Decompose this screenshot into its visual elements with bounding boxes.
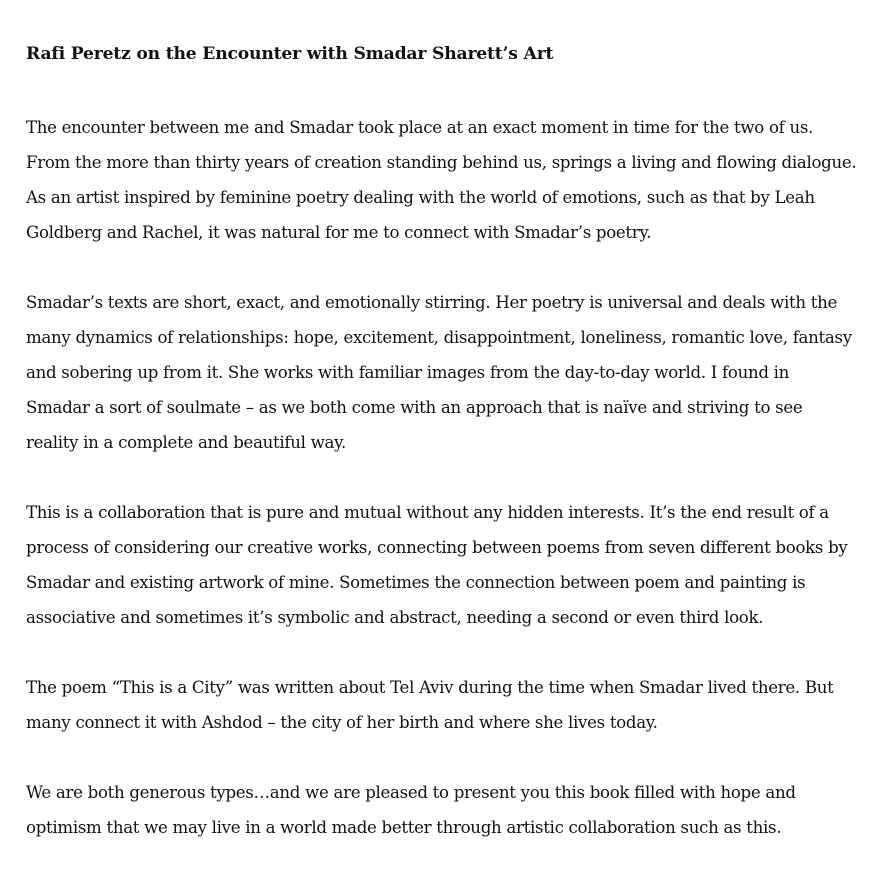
text-line: associative and sometimes it’s symbolic and abstract, needing a second or even third look. — [26, 608, 764, 627]
text-line: and sobering up from it. She works with familiar images from the day-to-day world. I found in — [26, 363, 790, 382]
text-line: From the more than thirty years of creation standing behind us, springs a living and flowing dialogue. — [26, 153, 857, 172]
page-title: Rafi Peretz on the Encounter with Smadar Sharett’s Art — [26, 44, 554, 64]
paragraph-texts — [26, 285, 886, 460]
text-line: many connect it with Ashdod – the city of her birth and where she lives today. — [26, 713, 658, 732]
text-line: optimism that we may live in a world made better through artistic collaboration such as this. — [26, 818, 782, 837]
text-line: We are both generous types…and we are pleased to present you this book filled with hope and — [26, 783, 796, 802]
document-page — [26, 40, 886, 880]
text-line: Goldberg and Rachel, it was natural for me to connect with Smadar’s poetry. — [26, 223, 652, 242]
paragraph-poem-city — [26, 670, 886, 740]
text-line: Smadar’s texts are short, exact, and emotionally stirring. Her poetry is universal and deals with the — [26, 293, 838, 312]
paragraph-closing — [26, 775, 886, 845]
text-line: As an artist inspired by feminine poetry dealing with the world of emotions, such as that by Leah — [26, 188, 815, 207]
text-line: reality in a complete and beautiful way. — [26, 433, 346, 452]
text-line: Smadar a sort of soulmate – as we both come with an approach that is naïve and striving to see — [26, 398, 803, 417]
text-line: The poem “This is a City” was written about Tel Aviv during the time when Smadar lived there. But — [26, 678, 834, 697]
text-line: many dynamics of relationships: hope, excitement, disappointment, loneliness, romantic love, fantasy — [26, 328, 852, 347]
text-line: process of considering our creative works, connecting between poems from seven different books by — [26, 538, 848, 557]
text-line: The encounter between me and Smadar took place at an exact moment in time for the two of us. — [26, 118, 814, 137]
text-line: Smadar and existing artwork of mine. Sometimes the connection between poem and painting is — [26, 573, 806, 592]
text-line: This is a collaboration that is pure and mutual without any hidden interests. It’s the end result of a — [26, 503, 829, 522]
paragraph-encounter — [26, 110, 886, 250]
paragraph-collaboration — [26, 495, 886, 635]
